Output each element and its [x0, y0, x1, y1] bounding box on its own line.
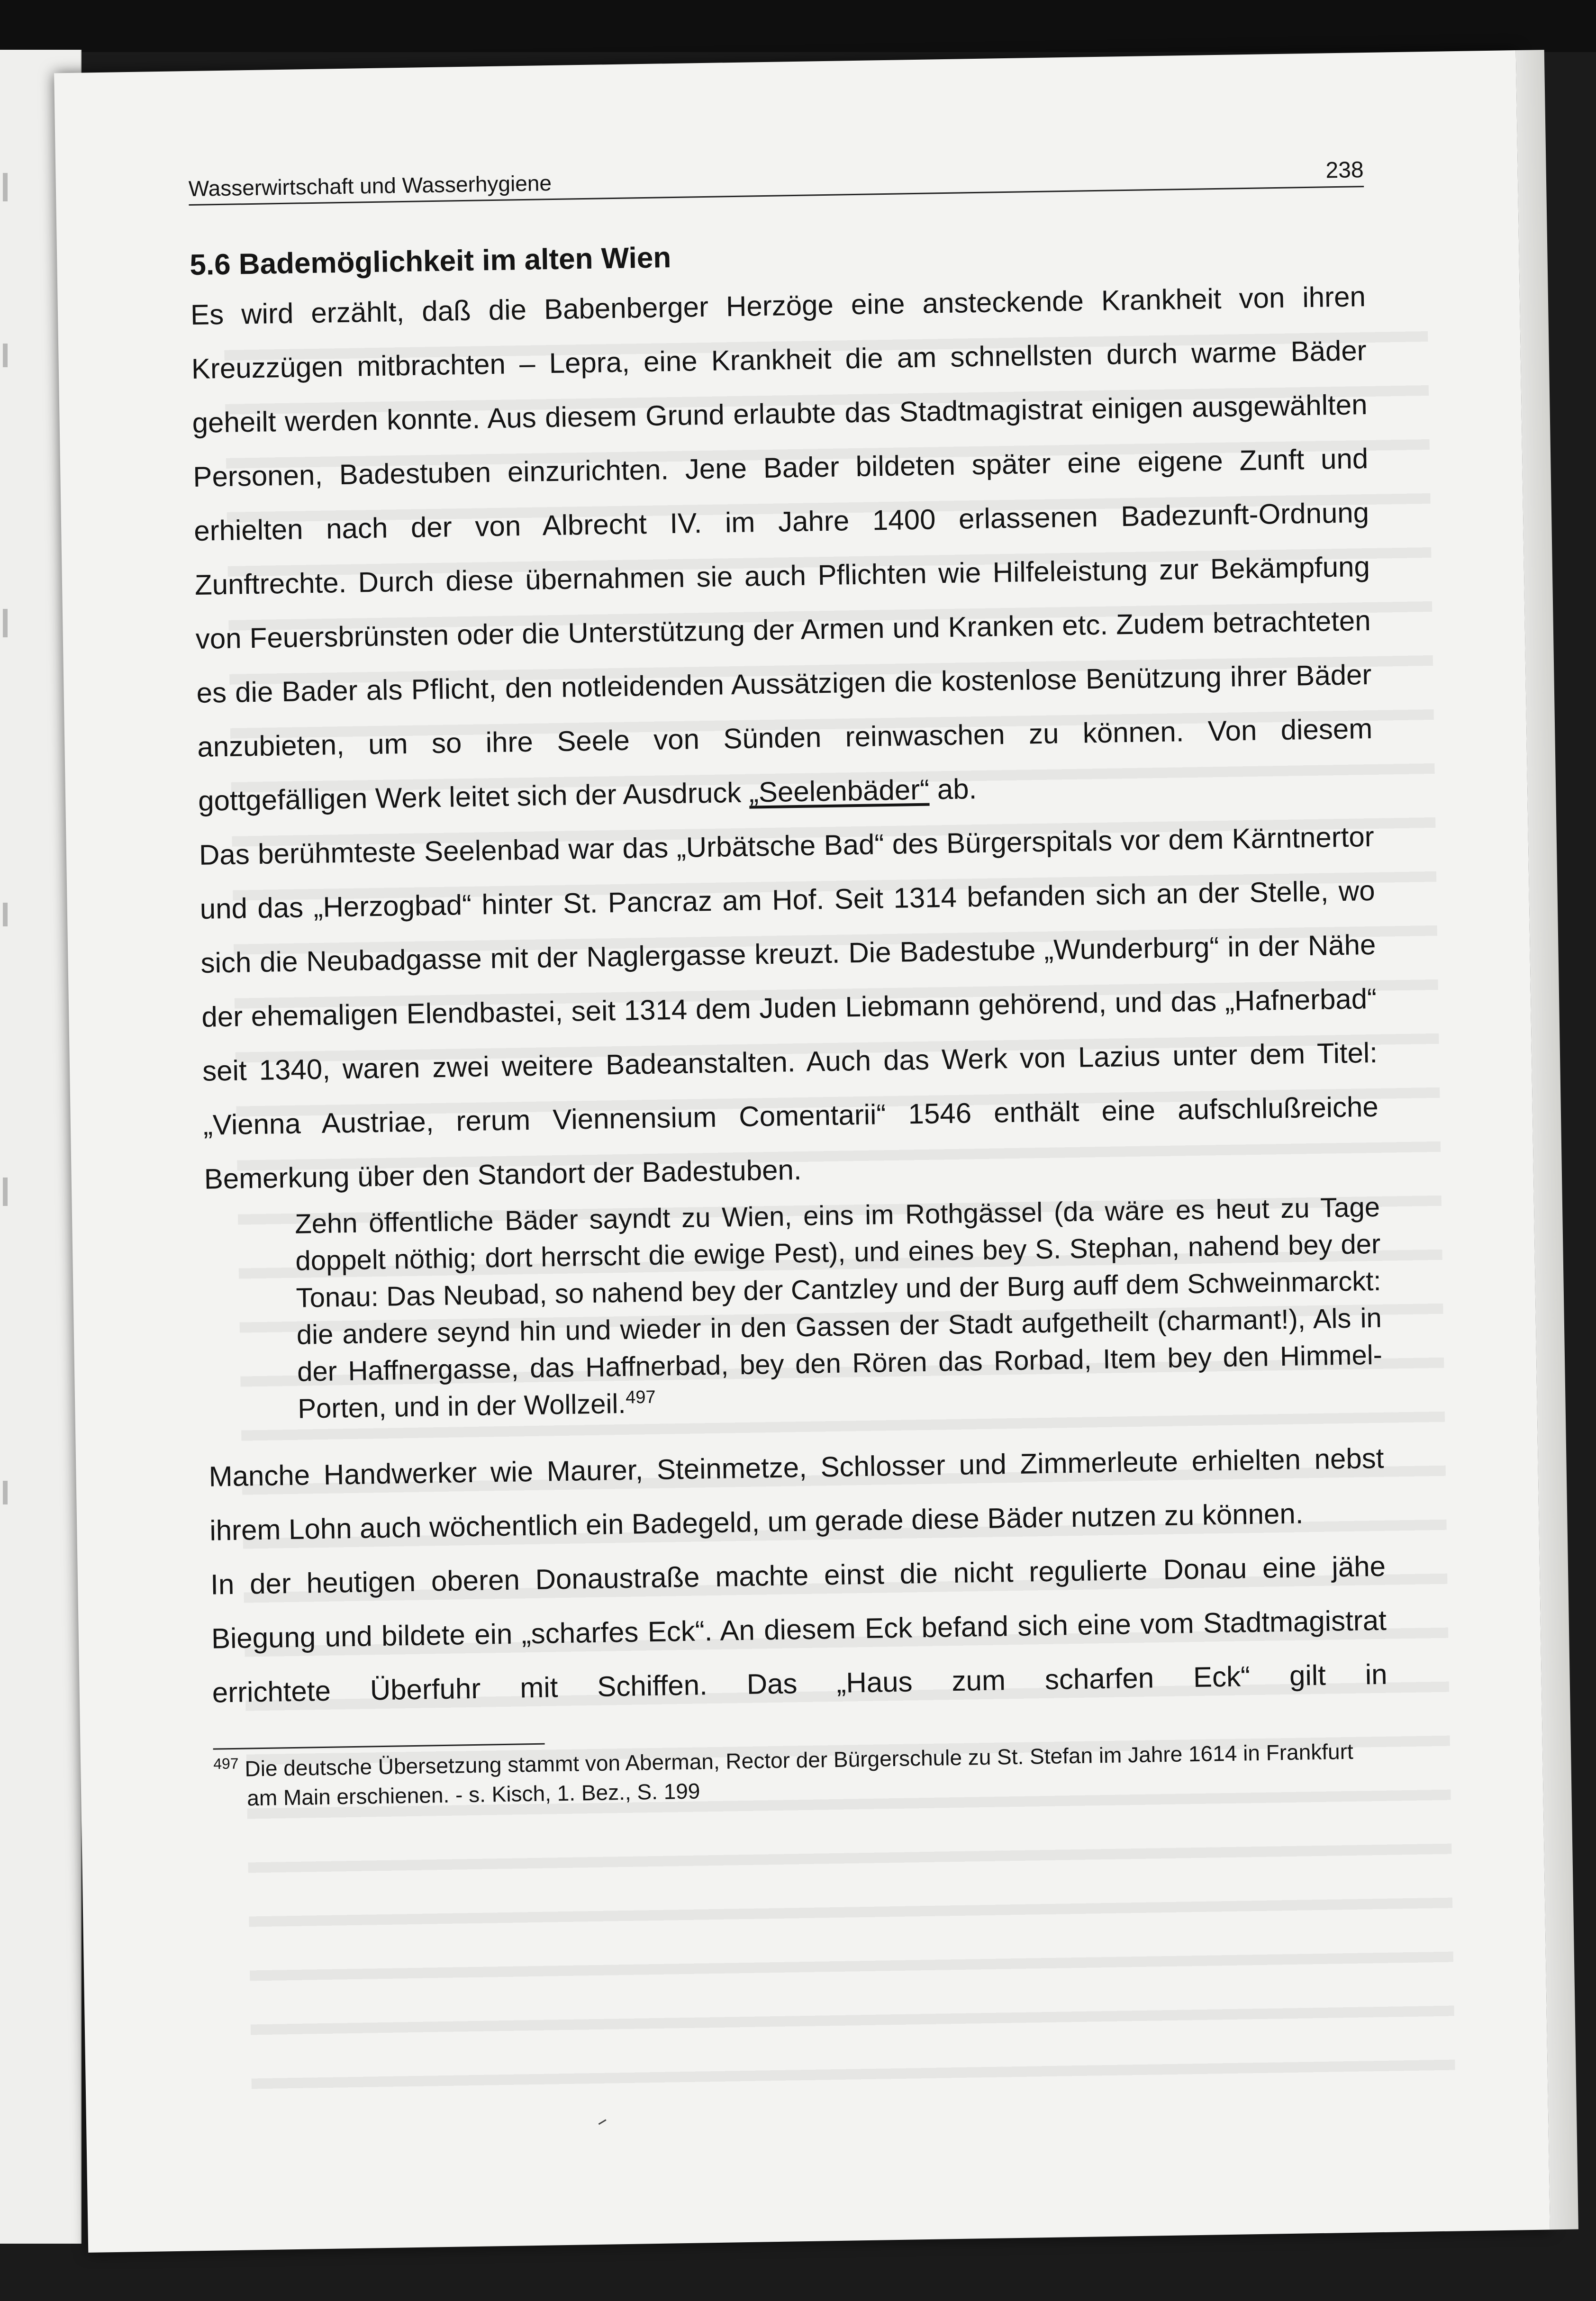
running-title: Wasserwirtschaft und Wasserhygiene: [188, 171, 552, 201]
edge-mark: [3, 173, 8, 201]
edge-mark: [3, 609, 8, 637]
section-heading: 5.6 Bademöglichkeit im alten Wien: [189, 241, 671, 282]
page-stack-edge: [1516, 50, 1578, 2229]
paragraph-scharfes-eck: In der heutigen oberen Donaustraße machte einst die nicht regulierte Donau eine jähe Biegung und bildete ein „scharfes Eck“. An diesem Eck befand sich eine vom Stadtmagistrat errichtete Überfuhr mit Schiffen. Das „Haus zum scharfen Eck“ gilt in: [210, 1550, 1388, 1709]
scanner-background: [0, 0, 1596, 52]
footnote-separator: [213, 1743, 545, 1750]
term-seelenbaeder: „Seelenbäder“: [749, 773, 930, 808]
paragraph-badegeld: Manche Handwerker wie Maurer, Steinmetze, Schlosser und Zimmerleute erhielten nebst ihrem Lohn auch wöchentlich ein Badegeld, um gerade diese Bäder nutzen zu können.: [209, 1442, 1384, 1547]
edge-mark: [3, 1178, 8, 1206]
paragraph-seelenbad: Das berühmteste Seelenbad war das „Urbätsche Bad“ des Bürgerspitals vor dem Kärntnertor und das „Herzogbad“ hinter St. Pancraz am Hof. Seit 1314 befanden sich an der Stelle, wo sich die Neubadgasse mit der Naglergasse kreuzt. Die Badestube „Wunderburg“ in der Nähe der ehemaligen Elendbastei, seit 1314 dem Juden Liebmann gehörend, und das „Hafnerbad“ seit 1340, waren zwei weitere Badeanstalten. Auch das Werk von Lazius unter dem Titel: „Vienna Austriae, rerum Viennensium Comentarii“ 1546 enthält eine aufschlußreiche Bemerkung über den Standort der Badestuben.: [199, 820, 1379, 1195]
running-header: [188, 157, 1364, 206]
lazius-quote-text: Zehn öffentliche Bäder sayndt zu Wien, eins im Rothgässel (da wäre es heut zu Tage doppelt nöthig; dort herrscht die ewige Pest), und eines bey S. Stephan, nahend bey der Tonau: Das Neubad, so nahend bey der Cantzley und der Burg auff dem Schweinmarckt: die andere seynd hin und wieder in den Gassen der Stadt aufgetheilt (charmant!), Als in der Haffnergasse, das Haffnerbad, bey den Rören das Rorbad, Item bey den Himmel-Porten, und in der Wollzeil.: [294, 1191, 1383, 1424]
paragraph-leprosy-text: Es wird erzählt, daß die Babenberger Herzöge eine ansteckende Krankheit von ihren Kreuzzügen mitbrachten – Lepra, eine Krankheit die am schnellsten durch warme Bäder geheilt werden konnte. Aus diesem Grund erlaubte das Stadtmagistrat einigen ausgewählten Personen, Badestuben einzurichten. Jene Bader bildeten später eine eigene Zunft und erhielten nach der von Albrecht IV. im Jahre 1400 erlassenen Badezunft-Ordnung Zunftrechte. Durch diese übernahmen sie auch Pflichten wie Hilfeleistung zur Bekämpfung von Feuersbrünsten oder die Unterstützung der Armen und Kranken etc. Zudem betrachteten es die Bader als Pflicht, den notleidenden Aussätzigen die kostenlose Benützung ihrer Bäder anzubieten, um so ihre Seele von Sünden reinwaschen zu können. Von diesem gottgefälligen Werk leitet sich der Ausdruck: [190, 281, 1373, 817]
edge-mark: [3, 1481, 8, 1504]
stray-pencil-mark: [598, 2119, 607, 2125]
book-page: [54, 50, 1550, 2253]
footnote-number: 497: [213, 1755, 239, 1773]
footnote-reference: 497: [625, 1387, 656, 1408]
page-content: [188, 157, 1389, 1813]
page-number: 238: [1325, 157, 1364, 183]
lazius-quote: [295, 1189, 1383, 1428]
edge-mark: [3, 344, 8, 367]
footnote-text: Die deutsche Übersetzung stammt von Aberman, Rector der Bürgerschule zu St. Stefan im Jahre 1614 in Frankfurt am Main erschienen. - s. Kisch, 1. Bez., S. 199: [245, 1739, 1354, 1811]
paragraph-leprosy: [190, 270, 1374, 828]
paragraph-leprosy-end: ab.: [929, 773, 977, 806]
edge-mark: [3, 903, 8, 926]
